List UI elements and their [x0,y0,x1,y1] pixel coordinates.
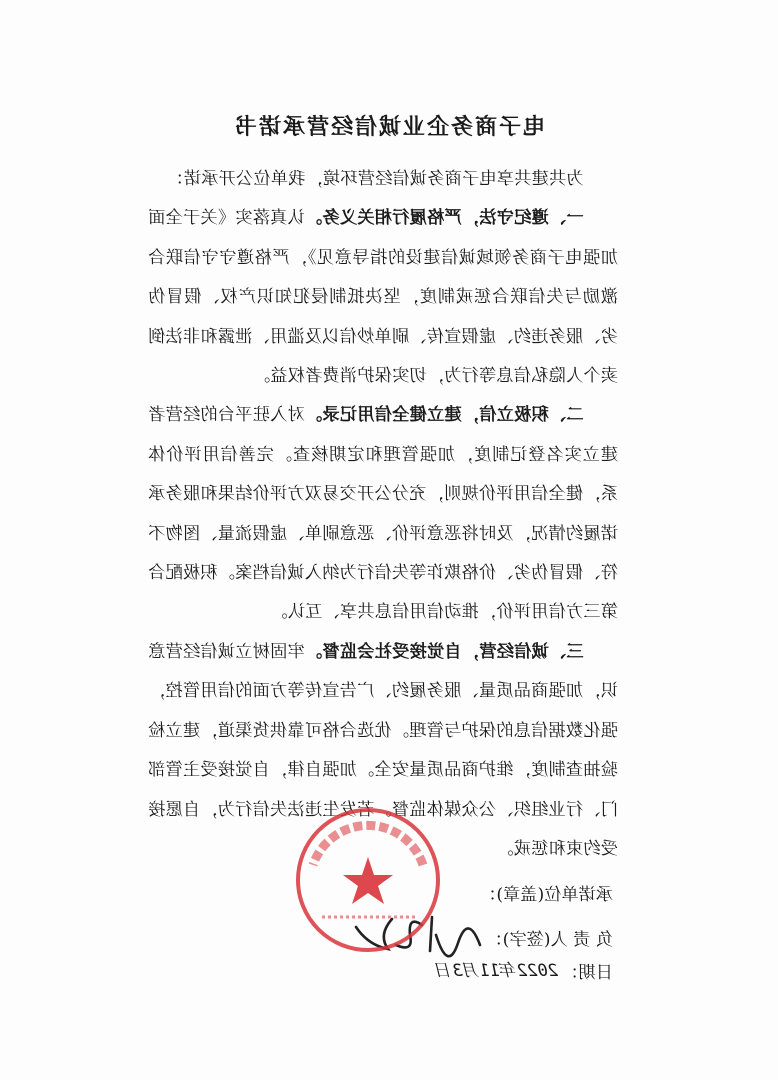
handwritten-date: 2022年11月3日 [435,961,558,981]
section-2 [148,396,618,632]
document-title: 电子商务企业诚信经营承诺书 [233,115,546,140]
sign-person-label: 负 责 人(签字)： [485,930,613,950]
section-1-heading: 一、遵纪守法，严格履行相关义务。 [304,208,584,229]
document-body [148,160,618,869]
sign-unit-label: 承诺单位(盖章)： [479,885,613,905]
section-1-text: 认真落实《关于全面加强电子商务领域诚信建设的指导意见》，严格遵守守信联合激励与失信联合惩戒制度，坚决抵制侵犯知识产权、假冒伪劣、服务违约、虚假宣传、刷单炒信以及滥用、泄露和非法倒卖个人隐私信息等行为，切实保护消费者权益。 [148,208,618,387]
section-2-heading: 二、积极立信，建立健全信用记录。 [304,405,584,426]
section-3-heading: 三、诚信经营，自觉接受社会监督。 [304,641,584,662]
scan-edge-shadow [0,0,40,1080]
date-label: 日期： [561,963,613,983]
section-3-text: 牢固树立诚信经营意识，加强商品质量、服务履约、广告宣传等方面的信用管控，强化数据信息的保护与管理。优选合格可靠供货渠道，建立检验抽查制度，维护商品质量安全。加强自律，自觉接受主管部门、行业组织、公众媒体监督。若发生违法失信行为，自愿接受约束和惩戒。 [148,641,618,859]
section-2-text: 对入驻平台的经营者建立实名登记制度，加强管理和定期核查。完善信用评价体系，健全信用评价规则，充分公开交易双方评价结果和服务承诺履约情况，及时将恶意评价、恶意刷单、虚假流量、图物不符、假冒伪劣、价格欺诈等失信行为纳入诚信档案。积极配合第三方信用评价，推动信用信息共享、互认。 [148,405,618,623]
section-1 [148,199,618,396]
intro-paragraph: 为共建共享电子商务诚信经营环境，我单位公开承诺： [166,169,584,189]
company-seal [293,805,443,955]
